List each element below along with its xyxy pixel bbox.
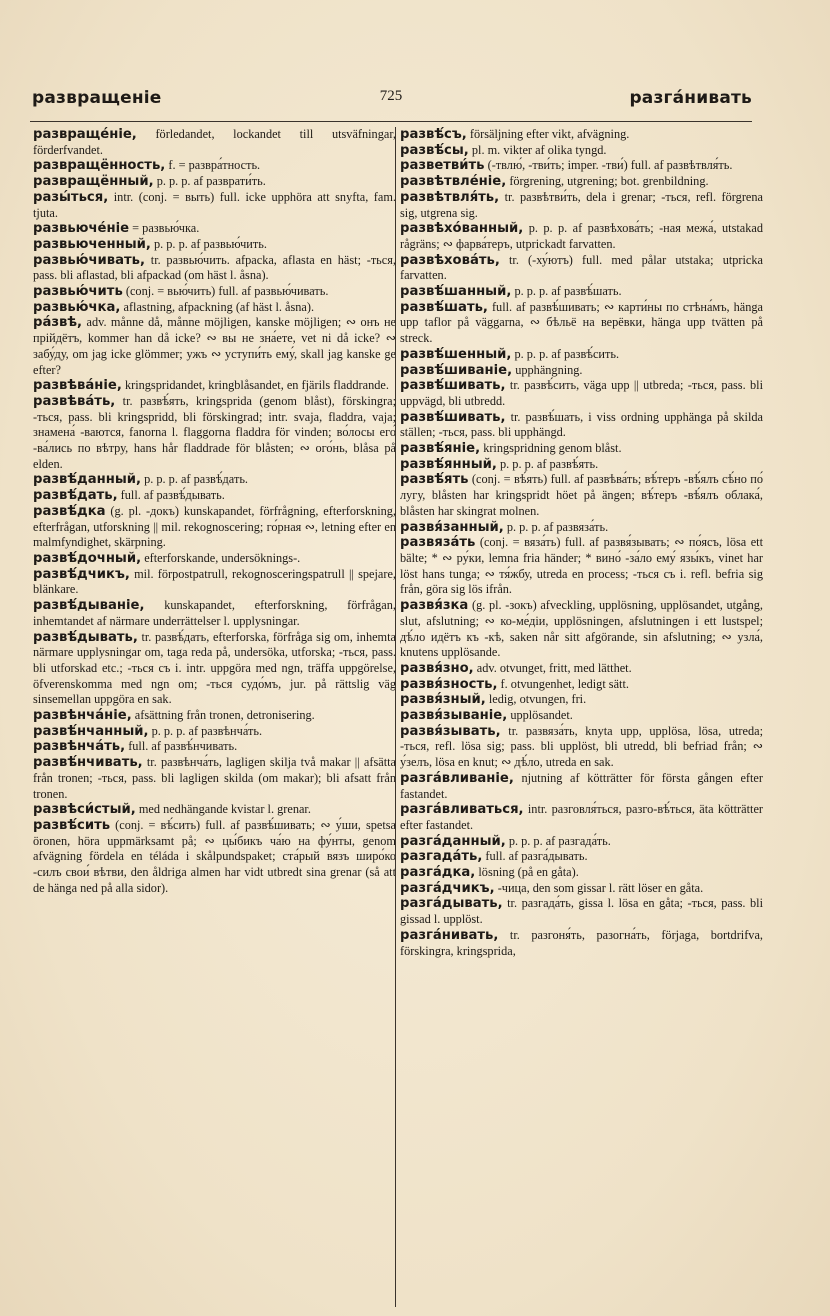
entry-definition: -чица, den som gissar l. rätt löser en gåta. — [497, 880, 704, 895]
entry-definition: p. p. p. af разгада́ть. — [508, 833, 611, 848]
dictionary-entry — [400, 457, 763, 473]
entry-definition: tr. разгоня́ть, разогна́ть, förjaga, bortdrifva, förskingra, kringsprida, — [400, 927, 763, 958]
entry-headword: развѣхова́ть, — [400, 252, 500, 268]
entry-headword: развьюче́ніе — [33, 221, 130, 237]
dictionary-entry — [400, 190, 763, 221]
entry-headword: разга́дка, — [400, 865, 476, 881]
dictionary-entry — [33, 755, 396, 802]
entry-headword: разга́вливаться, — [400, 802, 524, 818]
entry-definition: förgrening, utgrening; bot. grenbildning. — [509, 174, 709, 189]
entry-headword: развѣ́нчанный, — [33, 723, 149, 739]
entry-definition: njutning af kötträtter för första gången efter fastandet. — [400, 770, 763, 801]
dictionary-entry — [33, 300, 396, 316]
dictionary-entry — [400, 677, 763, 693]
entry-definition: intr. разговля́ться, разго-вѣ́ться, äta kötträtter efter fastandet. — [400, 802, 763, 832]
entry-definition: full. af развѣ́шивать; ∾ карти́ны по стѣна́мъ, hänga upp taflor på väggarna, ∾ бѣльё на верёвки, hänga upp tvätten på streck. — [400, 299, 763, 346]
dictionary-entry — [33, 284, 396, 300]
entry-definition: afsättning från tronen, detronisering. — [134, 708, 315, 723]
entry-headword: ра́звѣ, — [33, 315, 83, 331]
entry-headword: развѣ́данный, — [33, 472, 141, 488]
dictionary-entry — [400, 410, 763, 441]
entry-headword: развѣ́нчивать, — [33, 755, 143, 771]
column-divider — [395, 127, 396, 1307]
entry-headword: развя́зно, — [400, 660, 474, 676]
entry-definition: p. p. p. af развяза́ть. — [506, 519, 609, 534]
dictionary-entry — [33, 253, 396, 284]
dictionary-entry — [33, 394, 396, 473]
entry-headword: развя́зный, — [400, 692, 486, 708]
entry-headword: развѣва́ть, — [33, 393, 116, 409]
entry-headword: развѣ́дываніе, — [33, 598, 145, 614]
entry-definition: (-твлю́, -тви́ть; imper. -тви́) full. af развѣтвля́ть. — [487, 158, 733, 173]
dictionary-entry — [400, 834, 763, 850]
page-header — [30, 88, 752, 118]
entry-definition: p. p. p. af развью́чить. — [153, 236, 267, 251]
entry-definition: tr. развѣ́сить, väga upp || utbreda; -ться, pass. bli uppvägd, bli utbredd. — [400, 378, 763, 408]
entry-headword: развью́чить — [33, 284, 123, 300]
entry-headword: развѣ́сы, — [400, 142, 469, 158]
entry-headword: развя́зывать, — [400, 723, 501, 739]
entry-definition: p. p. p. af развѣ́дать. — [144, 472, 248, 487]
entry-definition: tr. развѣ́шать, i viss ordning upphänga på skilda ställen; -ться, pass. bli upphängd. — [400, 409, 763, 440]
dictionary-entry — [33, 818, 396, 897]
entry-headword: разга́дчикъ, — [400, 880, 495, 896]
entry-definition: adv. otvunget, fritt, med lätthet. — [476, 660, 632, 675]
dictionary-entry — [400, 300, 763, 347]
dictionary-entry — [400, 598, 763, 661]
entry-definition: p. p. p. af развѣ́ять. — [500, 456, 599, 471]
entry-headword: развѣнча́ть, — [33, 739, 126, 755]
entry-headword: развя́зность, — [400, 676, 498, 692]
entry-headword: развѣ́шать, — [400, 299, 488, 315]
entry-definition: upphängning. — [515, 362, 583, 377]
entry-definition: pl. m. vikter af olika tyngd. — [471, 142, 607, 157]
entry-definition: f. = развра́тность. — [168, 158, 261, 173]
dictionary-entry — [400, 520, 763, 536]
entry-headword: развѣнча́ніе, — [33, 708, 132, 724]
entry-definition: upplösandet. — [510, 708, 573, 723]
entry-definition: mil. förpostpatrull, rekognosceringspatrull || spejare, blänkare. — [33, 566, 396, 597]
entry-headword: развѣси́стый, — [33, 802, 136, 818]
entry-headword: развѣ́дка — [33, 503, 106, 519]
right-running-head: разгáнивать — [629, 88, 752, 108]
entry-definition: lösning (på en gåta). — [478, 865, 579, 880]
dictionary-entry — [400, 472, 763, 519]
dictionary-entry — [400, 928, 763, 959]
entry-headword: развращённость, — [33, 158, 166, 174]
entry-definition: försäljning efter vikt, afvägning. — [469, 127, 630, 141]
dictionary-entry — [400, 347, 763, 363]
dictionary-entry — [400, 253, 763, 284]
entry-definition: intr. (conj. = выть) full. icke upphöra att snyfta, fam. tjuta. — [33, 189, 396, 220]
dictionary-entry — [400, 692, 763, 708]
dictionary-entry — [33, 315, 396, 378]
entry-definition: (g. pl. -зокъ) afveckling, upplösning, upplösandet, utgång, slut, afslutning; ∾ ко-ме́діи, upplösningen, afslutningen i ett lustspel; дѣ́ло идётъ къ -кѣ, saken når sitt afgörande, sin afslutning; ∾ узла́, knutens upplösande. — [400, 598, 763, 660]
left-column — [33, 127, 396, 1307]
entry-headword: развя́занный, — [400, 519, 504, 535]
entry-definition: tr. (-ху́ютъ) full. med pålar utstaka; utpricka farvatten. — [400, 252, 763, 283]
dictionary-entry — [400, 724, 763, 771]
entry-definition: p. p. p. af развѣ́сить. — [514, 346, 620, 361]
dictionary-entry — [33, 567, 396, 598]
entry-definition: full. af развѣ́дывать. — [120, 488, 225, 503]
dictionary-entry — [400, 535, 763, 598]
entry-definition: tr. развѣтви́ть, dela i grenar; -ться, refl. förgrena sig, utgrena sig. — [400, 189, 763, 220]
dictionary-entry — [400, 896, 763, 927]
dictionary-entry — [33, 504, 396, 551]
entry-definition: p. p. p. af развѣ́шать. — [514, 284, 622, 299]
entry-definition: med nedhängande kvistar l. grenar. — [138, 802, 311, 817]
entry-headword: развѣ́ять — [400, 472, 469, 488]
entry-headword: разгада́ть, — [400, 849, 483, 865]
entry-definition: adv. månne då, månne möjligen, kanske möjligen; ∾ онъ не прійдётъ, kommer han då icke? ∾ вы не зна́ете, vet ni då icke? ∾ забу́ду, om jag icke glömmer; ужъ ∾ уступи́ть ему́, skall jag kanske ge efter? — [33, 315, 396, 377]
entry-headword: развѣ́съ, — [400, 127, 467, 142]
dictionary-entry — [33, 551, 396, 567]
entry-definition: aflastning, afpackning (af häst l. åsna). — [123, 299, 315, 314]
entry-definition: efterforskande, undersöknings-. — [144, 550, 301, 565]
entry-definition: (conj. = вѣ́сить) full. af развѣ́шивать; ∾ у́ши, spetsa öronen, höra uppmärksamt på; ∾ цы́бикъ ча́ю на фу́нты, genom afvägning fördela en téláda i skålpundspaket; ста́рый вязъ широ́ко -силъ свои́ вѣтви, den åldriga almen har vidt utbredt sina grenar (så att de hänga ned på alla sidor). — [33, 817, 396, 895]
entry-headword: развяза́ть — [400, 535, 476, 551]
entry-headword: развѣтвля́ть, — [400, 189, 500, 205]
entry-definition: tr. развѣнча́ть, lagligen skilja två makar || afsätta från tronen; -ться, pass. bli lagligen skilda (om makar); bli afsatt från tronen. — [33, 755, 396, 801]
entry-definition: tr. разгада́ть, gissa l. lösa en gåta; -ться, pass. bli gissad l. upplöst. — [400, 896, 763, 927]
entry-headword: развѣ́шиваніе, — [400, 362, 513, 378]
entry-headword: развью́чка, — [33, 299, 121, 315]
dictionary-entry — [400, 284, 763, 300]
dictionary-entry — [400, 221, 763, 252]
dictionary-entry — [400, 849, 763, 865]
dictionary-entry — [33, 378, 396, 394]
dictionary-entry — [33, 472, 396, 488]
entry-definition: ledig, otvungen, fri. — [488, 692, 587, 707]
dictionary-entry — [33, 739, 396, 755]
entry-headword: развѣ́дочный, — [33, 550, 142, 566]
entry-definition: full. af развѣ́нчивать. — [128, 739, 238, 754]
dictionary-entry — [400, 174, 763, 190]
dictionary-entry — [33, 488, 396, 504]
entry-headword: развѣ́янный, — [400, 456, 497, 472]
entry-definition: (conj. = вѣ́ять) full. af развѣва́ть; вѣ́теръ -вѣ́ялъ сѣ́но по́ лугу, blåsten har kringspridt höet på ängen; вѣ́теръ -вѣ́ялъ облака́, blåsten har skingrat molnen. — [400, 472, 763, 518]
dictionary-entry — [33, 127, 396, 158]
entry-definition: kunskapandet, efterforskning, förfrågan, inhemtandet af närmare underrättelser l. upplysningar. — [33, 598, 396, 628]
entry-definition: kringspridning genom blåst. — [483, 441, 622, 456]
entry-definition: (conj. = вяза́ть) full. af развя́зывать; ∾ по́ясъ, lösa ett bälte; * ∾ ру́ки, lemna fria händer; * вино́ -за́ло ему́ язы́къ, vinet har löst hans tunga; ∾ тя́жбу, utreda en process; -ться съ i. refl. befria sig från, göra sig lös ifrån. — [400, 535, 763, 597]
entry-headword: развѣ́шенный, — [400, 346, 512, 362]
entry-headword: развѣхо́ванный, — [400, 221, 524, 237]
dictionary-entry — [33, 724, 396, 740]
dictionary-entry — [33, 237, 396, 253]
entry-definition: kringspridandet, kringblåsandet, en fjärils fladdrande. — [124, 378, 389, 393]
dictionary-entry — [33, 630, 396, 709]
entry-headword: разга́нивать, — [400, 927, 499, 943]
page-number: 725 — [379, 88, 403, 104]
right-column — [400, 127, 763, 1307]
entry-headword: развѣ́яніе, — [400, 441, 481, 457]
left-running-head: разврaщeніe — [32, 88, 162, 108]
entry-definition: tr. развѣ́дать, efterforska, förfråga sig om, inhemta närmare upplysningar om, taga reda på, undersöka, utforska; -ться, pass. bli utforskad etc.; -ться съ i. intr. uppgöra med ngn, träffa uppgörelse, öfverenskomma med ngn om; -ться судо́мъ, jur. på rättslig väg sinsemellan uppgöra en sak. — [33, 629, 396, 707]
entry-headword: развѣ́шивать, — [400, 378, 506, 394]
dictionary-entry — [33, 174, 396, 190]
entry-headword: разга́дывать, — [400, 896, 503, 912]
dictionary-entry — [400, 143, 763, 159]
entry-definition: f. otvungenhet, ledigt sätt. — [500, 676, 629, 691]
entry-headword: развращённый, — [33, 174, 154, 190]
dictionary-entry — [400, 865, 763, 881]
dictionary-entry — [33, 221, 396, 237]
entry-definition: förledandet, lockandet till utsväfningar, förderfvandet. — [33, 127, 396, 157]
dictionary-entry — [33, 802, 396, 818]
entry-headword: развѣ́шанный, — [400, 284, 512, 300]
entry-headword: развьюченный, — [33, 236, 151, 252]
entry-definition: = развью́чка. — [132, 221, 200, 236]
entry-definition: p. p. p. af развѣнча́ть. — [151, 723, 263, 738]
dictionary-entry — [33, 598, 396, 629]
dictionary-entry — [400, 661, 763, 677]
dictionary-entry — [400, 708, 763, 724]
entry-headword: развью́чивать, — [33, 252, 146, 268]
dictionary-entry — [400, 158, 763, 174]
entry-definition: full. af разга́дывать. — [485, 849, 588, 864]
dictionary-entry — [33, 708, 396, 724]
entry-headword: развѣва́ніе, — [33, 378, 122, 394]
entry-headword: развѣ́сить — [33, 817, 111, 833]
header-rule — [30, 121, 752, 122]
entry-headword: развя́зка — [400, 598, 469, 614]
entry-definition: tr. развью́чить. afpacka, aflasta en häst; -ться, pass. bli aflastad, bli afpackad (om häst l. åsna). — [33, 252, 396, 283]
dictionary-entry — [33, 158, 396, 174]
entry-definition: p. p. p. af развѣхова́ть; -ная межа́, utstakad rågräns; ∾ фарва́теръ, utprickadt farvatten. — [400, 221, 763, 251]
entry-headword: развѣ́дать, — [33, 488, 118, 504]
entry-definition: p. p. p. af разврати́ть. — [156, 174, 266, 189]
entry-headword: разы́ться, — [33, 189, 109, 205]
entry-headword: развѣтвле́ніе, — [400, 174, 507, 190]
entry-headword: разга́вливаніе, — [400, 770, 514, 786]
entry-headword: развѣ́шивать, — [400, 409, 506, 425]
dictionary-entry — [33, 190, 396, 221]
dictionary-entry — [400, 802, 763, 833]
dictionary-entry — [400, 771, 763, 802]
entry-headword: развѣ́дывать, — [33, 629, 138, 645]
entry-definition: tr. развѣ́ять, kringsprida (genom blåst), förskingra; -ться, pass. bli kringspridd, bli förskingrad; intr. svaja, fladdra, vaja; знамена́ -ваются, fanorna l. flaggorna fladdra för vinden; во́лосы его́ -ва́лись по вѣтру, hans hår fladdrade för blåsten; ∾ ого́нь, blåsa på elden. — [33, 393, 396, 471]
dictionary-entry — [400, 441, 763, 457]
entry-headword: разга́данный, — [400, 833, 506, 849]
entry-headword: развя́зываніе, — [400, 708, 508, 724]
dictionary-entry — [400, 127, 763, 143]
entry-definition: (g. pl. -докъ) kunskapandet, förfrågning, efterforskning, efterfrågan, utforskning || mil. rekognoscering; го́рная ∾, letning efter en malmfyndighet, skärpning. — [33, 503, 396, 550]
entry-headword: разветви́ть — [400, 158, 485, 174]
entry-headword: развращéніе, — [33, 127, 137, 142]
entry-definition: (conj. = вью́чить) full. af развью́чивать. — [125, 284, 329, 299]
dictionary-entry — [400, 881, 763, 897]
entry-definition: tr. развяза́ть, knyta upp, upplösa, lösa, utreda; -ться, refl. lösa sig; pass. bli upplöst, bli utredd, bli befriad från; ∾ у́зелъ, lösa en knut; ∾ дѣ́ло, utreda en sak. — [400, 723, 763, 770]
dictionary-entry — [400, 363, 763, 379]
dictionary-entry — [400, 378, 763, 409]
entry-headword: развѣ́дчикъ, — [33, 566, 130, 582]
